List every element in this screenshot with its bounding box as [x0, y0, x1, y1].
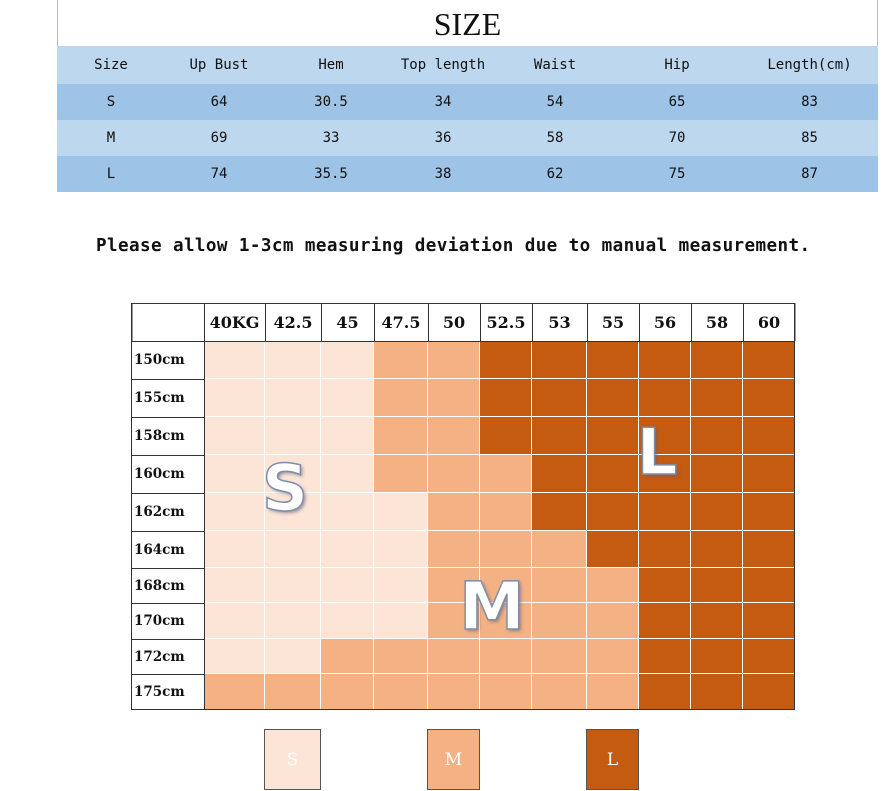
page-title: SIZE [433, 6, 502, 42]
weight-header: 58 [691, 303, 743, 341]
table-row [57, 156, 878, 192]
table-cell: 33 [322, 130, 340, 146]
zone-label-l: L [636, 416, 678, 490]
table-row [57, 84, 878, 120]
table-cell: L [106, 166, 116, 182]
table-cell: 54 [546, 94, 564, 110]
table-cell: 83 [801, 94, 818, 110]
column-header: Hip [664, 57, 690, 73]
table-cell: 70 [668, 130, 686, 146]
legend-s [264, 729, 321, 790]
height-header: 168cm [131, 568, 204, 603]
height-header: 172cm [131, 639, 204, 674]
weight-header: 53 [532, 303, 587, 341]
legend-l [586, 729, 639, 790]
grid-lines [131, 303, 797, 713]
height-header: 158cm [131, 417, 204, 455]
height-header: 155cm [131, 379, 204, 417]
height-header: 175cm [131, 674, 204, 710]
column-header: Size [94, 57, 128, 73]
weight-header: 42.5 [265, 303, 321, 341]
measurement-note: Please allow 1-3cm measuring deviation due to manual measurement. [96, 236, 811, 256]
size-table [57, 46, 878, 192]
table-cell: 74 [210, 166, 228, 182]
table-cell: 87 [801, 166, 818, 182]
height-header: 160cm [131, 455, 204, 493]
legend-label: L [606, 749, 619, 770]
legend-label: M [444, 749, 463, 770]
column-header: Waist [533, 57, 577, 73]
table-cell: 64 [210, 94, 228, 110]
zone-label-m: M [459, 568, 525, 645]
table-cell: 35.5 [314, 166, 348, 182]
table-cell: M [106, 130, 116, 146]
table-cell: 36 [434, 130, 452, 146]
weight-header: 55 [587, 303, 639, 341]
height-header: 150cm [131, 341, 204, 379]
table-row [57, 120, 878, 156]
table-cell: 62 [546, 166, 564, 182]
table-cell: 75 [668, 166, 686, 182]
table-cell: 30.5 [314, 94, 348, 110]
table-cell: 85 [801, 130, 818, 146]
column-header: Length(cm) [767, 57, 852, 73]
zone-label-s: S [261, 452, 309, 526]
weight-header: 45 [321, 303, 374, 341]
column-header: Up Bust [189, 57, 249, 73]
table-cell: 58 [546, 130, 564, 146]
height-header: 164cm [131, 531, 204, 568]
legend-label: S [286, 749, 299, 770]
table-header-row [57, 46, 878, 84]
table-cell: 38 [434, 166, 452, 182]
column-header: Hem [318, 57, 344, 73]
height-header: 170cm [131, 603, 204, 639]
weight-header: 56 [639, 303, 691, 341]
table-cell: 34 [434, 94, 452, 110]
legend-m [427, 729, 480, 790]
weight-header: 50 [428, 303, 480, 341]
weight-header: 47.5 [374, 303, 428, 341]
weight-header: 60 [743, 303, 795, 341]
table-cell: 69 [210, 130, 228, 146]
height-header: 162cm [131, 493, 204, 531]
column-header: Top length [400, 57, 486, 73]
weight-header: 52.5 [480, 303, 532, 341]
table-cell: 65 [668, 94, 686, 110]
table-cell: S [106, 94, 116, 110]
weight-header: 40KG [204, 303, 265, 341]
